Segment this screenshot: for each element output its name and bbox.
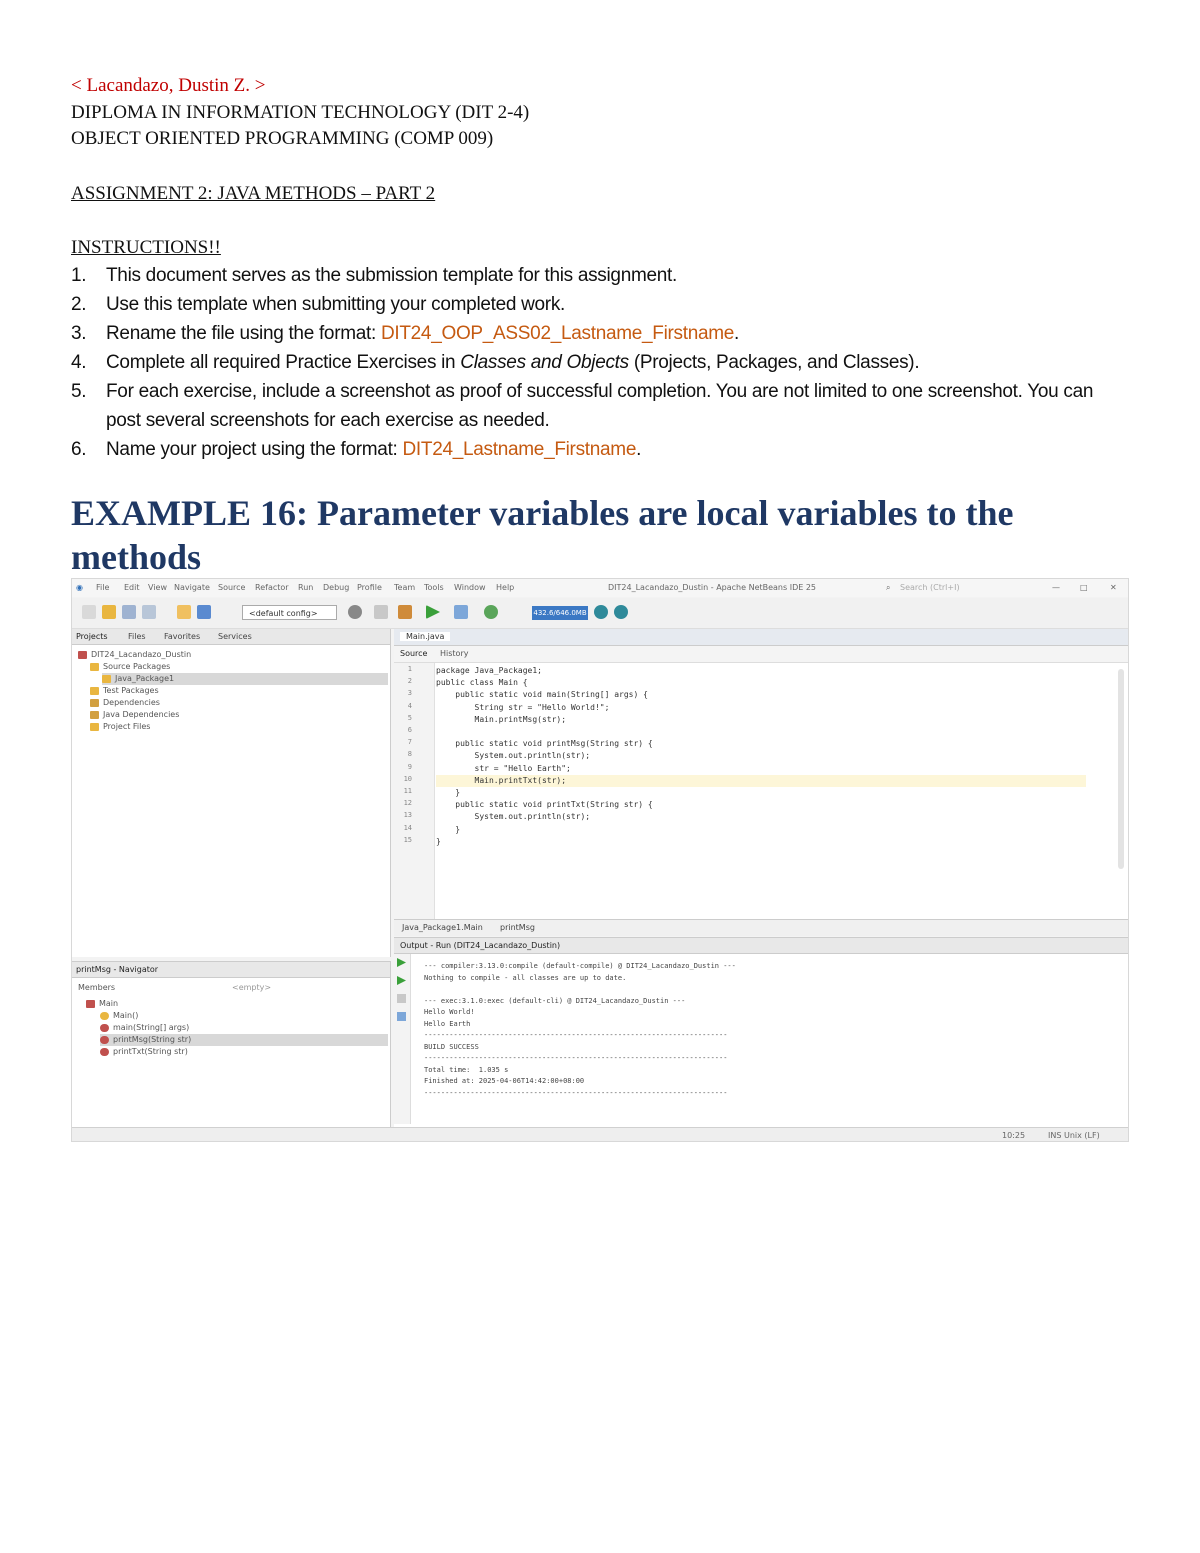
undo-icon[interactable]	[177, 605, 191, 619]
menu-item[interactable]: Run	[298, 583, 314, 592]
navigator-panel	[72, 961, 391, 1142]
code-line[interactable]: Main.printMsg(str);	[436, 714, 567, 724]
code-line[interactable]: System.out.println(str);	[436, 812, 591, 822]
code-line[interactable]	[436, 726, 1086, 738]
line-number: 4	[407, 701, 412, 710]
search-icon: ⌕	[886, 583, 891, 592]
output-line: BUILD SUCCESS	[424, 1042, 479, 1051]
nav-item[interactable]: Main	[86, 998, 118, 1010]
nav-item[interactable]: Main()	[100, 1010, 138, 1022]
line-gutter	[394, 663, 435, 925]
instruction-item: 4. Complete all required Practice Exercises in Classes and Objects (Projects, Packages, and Classes).	[71, 352, 920, 373]
output-line: Hello Earth	[424, 1019, 471, 1028]
breadcrumb	[394, 919, 1129, 936]
menu-item[interactable]: File	[96, 583, 110, 592]
folder-icon	[90, 723, 99, 731]
source-mode-button[interactable]: Source	[400, 649, 428, 658]
window-title: DIT24_Lacandazo_Dustin - Apache NetBeans IDE 25	[608, 583, 817, 592]
constructor-icon	[100, 1012, 109, 1020]
open-project-icon[interactable]	[122, 605, 136, 619]
code-line[interactable]: System.out.println(str);	[436, 751, 591, 761]
profile-icon[interactable]	[484, 605, 498, 619]
line-number: 7	[407, 738, 412, 747]
output-line: Nothing to compile - all classes are up to date.	[424, 973, 627, 982]
line-number: 9	[407, 762, 412, 771]
nav-item[interactable]: printMsg(String str)	[100, 1034, 388, 1046]
tree-item-project[interactable]: DIT24_Lacandazo_Dustin	[78, 649, 191, 661]
folder-icon	[90, 687, 99, 695]
method-icon	[100, 1036, 109, 1044]
tree-item-project-files[interactable]: Project Files	[90, 721, 150, 733]
config-select[interactable]: <default config>	[242, 605, 337, 620]
code-line[interactable]: Main.printTxt(str);	[436, 775, 1086, 787]
memory-indicator[interactable]: 432.6/646.0MB	[532, 606, 588, 620]
nav-item[interactable]: main(String[] args)	[100, 1022, 189, 1034]
line-number: 13	[403, 811, 412, 820]
line-number: 11	[403, 787, 412, 795]
folder-icon	[90, 711, 99, 719]
projects-panel	[72, 629, 391, 957]
instruction-item: 6. Name your project using the format: DIT24_Lastname_Firstname.	[71, 439, 642, 460]
project-icon	[78, 651, 87, 659]
insert-mode: INS Unix (LF)	[1048, 1131, 1100, 1140]
tree-item-java-deps[interactable]: Java Dependencies	[90, 709, 179, 721]
instructions-list	[71, 261, 1131, 464]
search-input[interactable]: Search (Ctrl+I)	[900, 583, 960, 592]
course-line: OBJECT ORIENTED PROGRAMMING (COMP 009)	[71, 128, 494, 149]
status-bar	[72, 1127, 1128, 1142]
settings-icon[interactable]	[397, 1012, 406, 1021]
code-line[interactable]: public static void printTxt(String str) {	[436, 800, 653, 810]
code-line[interactable]: }	[436, 836, 441, 846]
code-line[interactable]: }	[436, 824, 461, 834]
menu-item[interactable]: View	[148, 583, 167, 592]
breadcrumb-class[interactable]: Java_Package1.Main	[402, 923, 483, 932]
settings-icon[interactable]	[348, 605, 362, 619]
line-number: 14	[403, 823, 412, 832]
output-side-toolbar	[394, 954, 411, 1124]
output-tabs	[394, 938, 1129, 954]
output-line: Hello World!	[424, 1008, 475, 1016]
code-line[interactable]: }	[436, 788, 461, 797]
tab-projects[interactable]: Projects	[76, 632, 108, 641]
menu-item[interactable]: Team	[394, 583, 416, 592]
output-line: Total time: 1.035 s	[424, 1065, 509, 1074]
menu-item[interactable]: Edit	[124, 583, 140, 592]
folder-icon	[90, 663, 99, 671]
code-line[interactable]: String str = "Hello World!";	[436, 702, 610, 712]
menu-item[interactable]: Help	[496, 583, 515, 592]
tab-files[interactable]: Files	[128, 632, 146, 641]
save-all-icon[interactable]	[142, 605, 156, 619]
build-icon[interactable]	[374, 605, 388, 619]
stop-icon[interactable]	[397, 994, 406, 1003]
instruction-item: 3. Rename the file using the format: DIT24_OOP_ASS02_Lastname_Firstname.	[71, 323, 740, 344]
editor-scrollbar[interactable]	[1118, 669, 1124, 869]
code-line[interactable]: package Java_Package1;	[436, 666, 542, 675]
navigator-empty: <empty>	[232, 983, 272, 992]
minimize-icon[interactable]: —	[1052, 583, 1060, 592]
output-line: ------------------------------------------------------------------------	[424, 1054, 728, 1062]
netbeans-logo-icon: ◉	[76, 583, 83, 592]
instructions-heading: INSTRUCTIONS!!	[71, 237, 221, 258]
output-line: ------------------------------------------------------------------------	[424, 1088, 728, 1097]
folder-icon	[90, 699, 99, 707]
line-number: 8	[407, 750, 412, 759]
instruction-item: 1. This document serves as the submission template for this assignment.	[71, 265, 677, 286]
line-number: 12	[403, 799, 412, 808]
history-mode-button[interactable]: History	[440, 649, 469, 658]
menu-item[interactable]: Window	[454, 583, 486, 592]
new-project-icon[interactable]	[102, 605, 116, 619]
code-line[interactable]: public class Main {	[436, 678, 528, 688]
tree-item-test[interactable]: Test Packages	[90, 685, 159, 697]
instruction-item: 2. Use this template when submitting your completed work.	[71, 294, 566, 315]
menu-bar	[72, 579, 1128, 597]
menu-item[interactable]: Refactor	[255, 583, 289, 592]
tab-favorites[interactable]: Favorites	[164, 632, 201, 641]
program-line: DIPLOMA IN INFORMATION TECHNOLOGY (DIT 2-4)	[71, 102, 530, 123]
nav-item[interactable]: printTxt(String str)	[100, 1046, 188, 1058]
student-name: < Lacandazo, Dustin Z. >	[71, 75, 266, 96]
line-number: 5	[407, 713, 412, 722]
example-title: EXAMPLE 16: Parameter variables are local variables to the methods	[71, 493, 1014, 577]
output-line: --- exec:3.1.0:exec (default-cli) @ DIT24_Lacandazo_Dustin ---	[424, 996, 686, 1005]
refresh-icon[interactable]	[614, 605, 628, 619]
method-icon	[100, 1048, 109, 1056]
code-editor	[394, 629, 1129, 925]
method-icon	[100, 1024, 109, 1032]
line-number: 10	[403, 774, 412, 783]
gc-icon[interactable]	[594, 605, 608, 619]
line-number: 15	[403, 835, 412, 844]
tree-item-source[interactable]: Source Packages	[90, 661, 170, 673]
menu-item[interactable]: Profile	[357, 583, 382, 592]
cursor-position: 10:25	[1002, 1131, 1026, 1140]
line-number: 3	[407, 689, 412, 698]
clean-build-icon[interactable]	[398, 605, 412, 619]
debug-icon[interactable]	[454, 605, 468, 619]
redo-icon[interactable]	[197, 605, 211, 619]
tab-navigator[interactable]: printMsg - Navigator	[76, 965, 159, 974]
code-line[interactable]: str = "Hello Earth";	[436, 763, 571, 773]
run-icon[interactable]	[426, 605, 440, 619]
rerun-icon[interactable]	[397, 958, 406, 967]
menu-item[interactable]: Debug	[323, 583, 350, 592]
output-line: --- compiler:3.13.0:compile (default-compile) @ DIT24_Lacandazo_Dustin ---	[424, 962, 736, 970]
breadcrumb-method[interactable]: printMsg	[500, 923, 535, 932]
ide-screenshot	[71, 578, 1129, 1142]
navigator-tabs	[72, 962, 390, 978]
assignment-title: ASSIGNMENT 2: JAVA METHODS – PART 2	[71, 183, 436, 204]
maximize-icon[interactable]: □	[1080, 583, 1088, 592]
editor-toolbar	[394, 646, 1129, 663]
menu-item[interactable]: Tools	[424, 583, 444, 592]
code-line[interactable]: public static void main(String[] args) {	[436, 690, 648, 700]
toolbar	[72, 598, 1128, 629]
new-file-icon[interactable]	[82, 605, 96, 619]
rerun-options-icon[interactable]	[397, 976, 406, 985]
class-icon	[86, 1000, 95, 1008]
line-number: 1	[407, 665, 412, 673]
line-number: 2	[407, 677, 412, 686]
output-line: ------------------------------------------------------------------------	[424, 1031, 728, 1039]
navigator-filter[interactable]: Members	[78, 983, 116, 992]
line-number: 6	[407, 726, 412, 734]
tab-services[interactable]: Services	[218, 632, 252, 641]
tree-item-package[interactable]: Java_Package1	[102, 673, 388, 685]
projects-tabs	[72, 629, 390, 645]
menu-item[interactable]: Source	[218, 583, 246, 592]
menu-item[interactable]: Navigate	[174, 583, 210, 592]
tree-item-deps[interactable]: Dependencies	[90, 697, 160, 709]
tab-output[interactable]: Output - Run (DIT24_Lacandazo_Dustin)	[400, 941, 561, 950]
tab-main-java[interactable]: Main.java	[400, 632, 450, 641]
close-icon[interactable]: ✕	[1110, 583, 1117, 592]
package-icon	[102, 675, 111, 683]
output-line: Finished at: 2025-04-06T14:42:00+08:00	[424, 1077, 585, 1085]
instruction-item: 5. For each exercise, include a screenshot as proof of successful completion. You are not limited to one screenshot. You can post several screenshots for each exercise as needed.	[71, 381, 1094, 431]
output-panel	[394, 937, 1129, 1142]
code-line[interactable]: public static void printMsg(String str) {	[436, 739, 653, 749]
editor-tabs	[394, 629, 1129, 646]
